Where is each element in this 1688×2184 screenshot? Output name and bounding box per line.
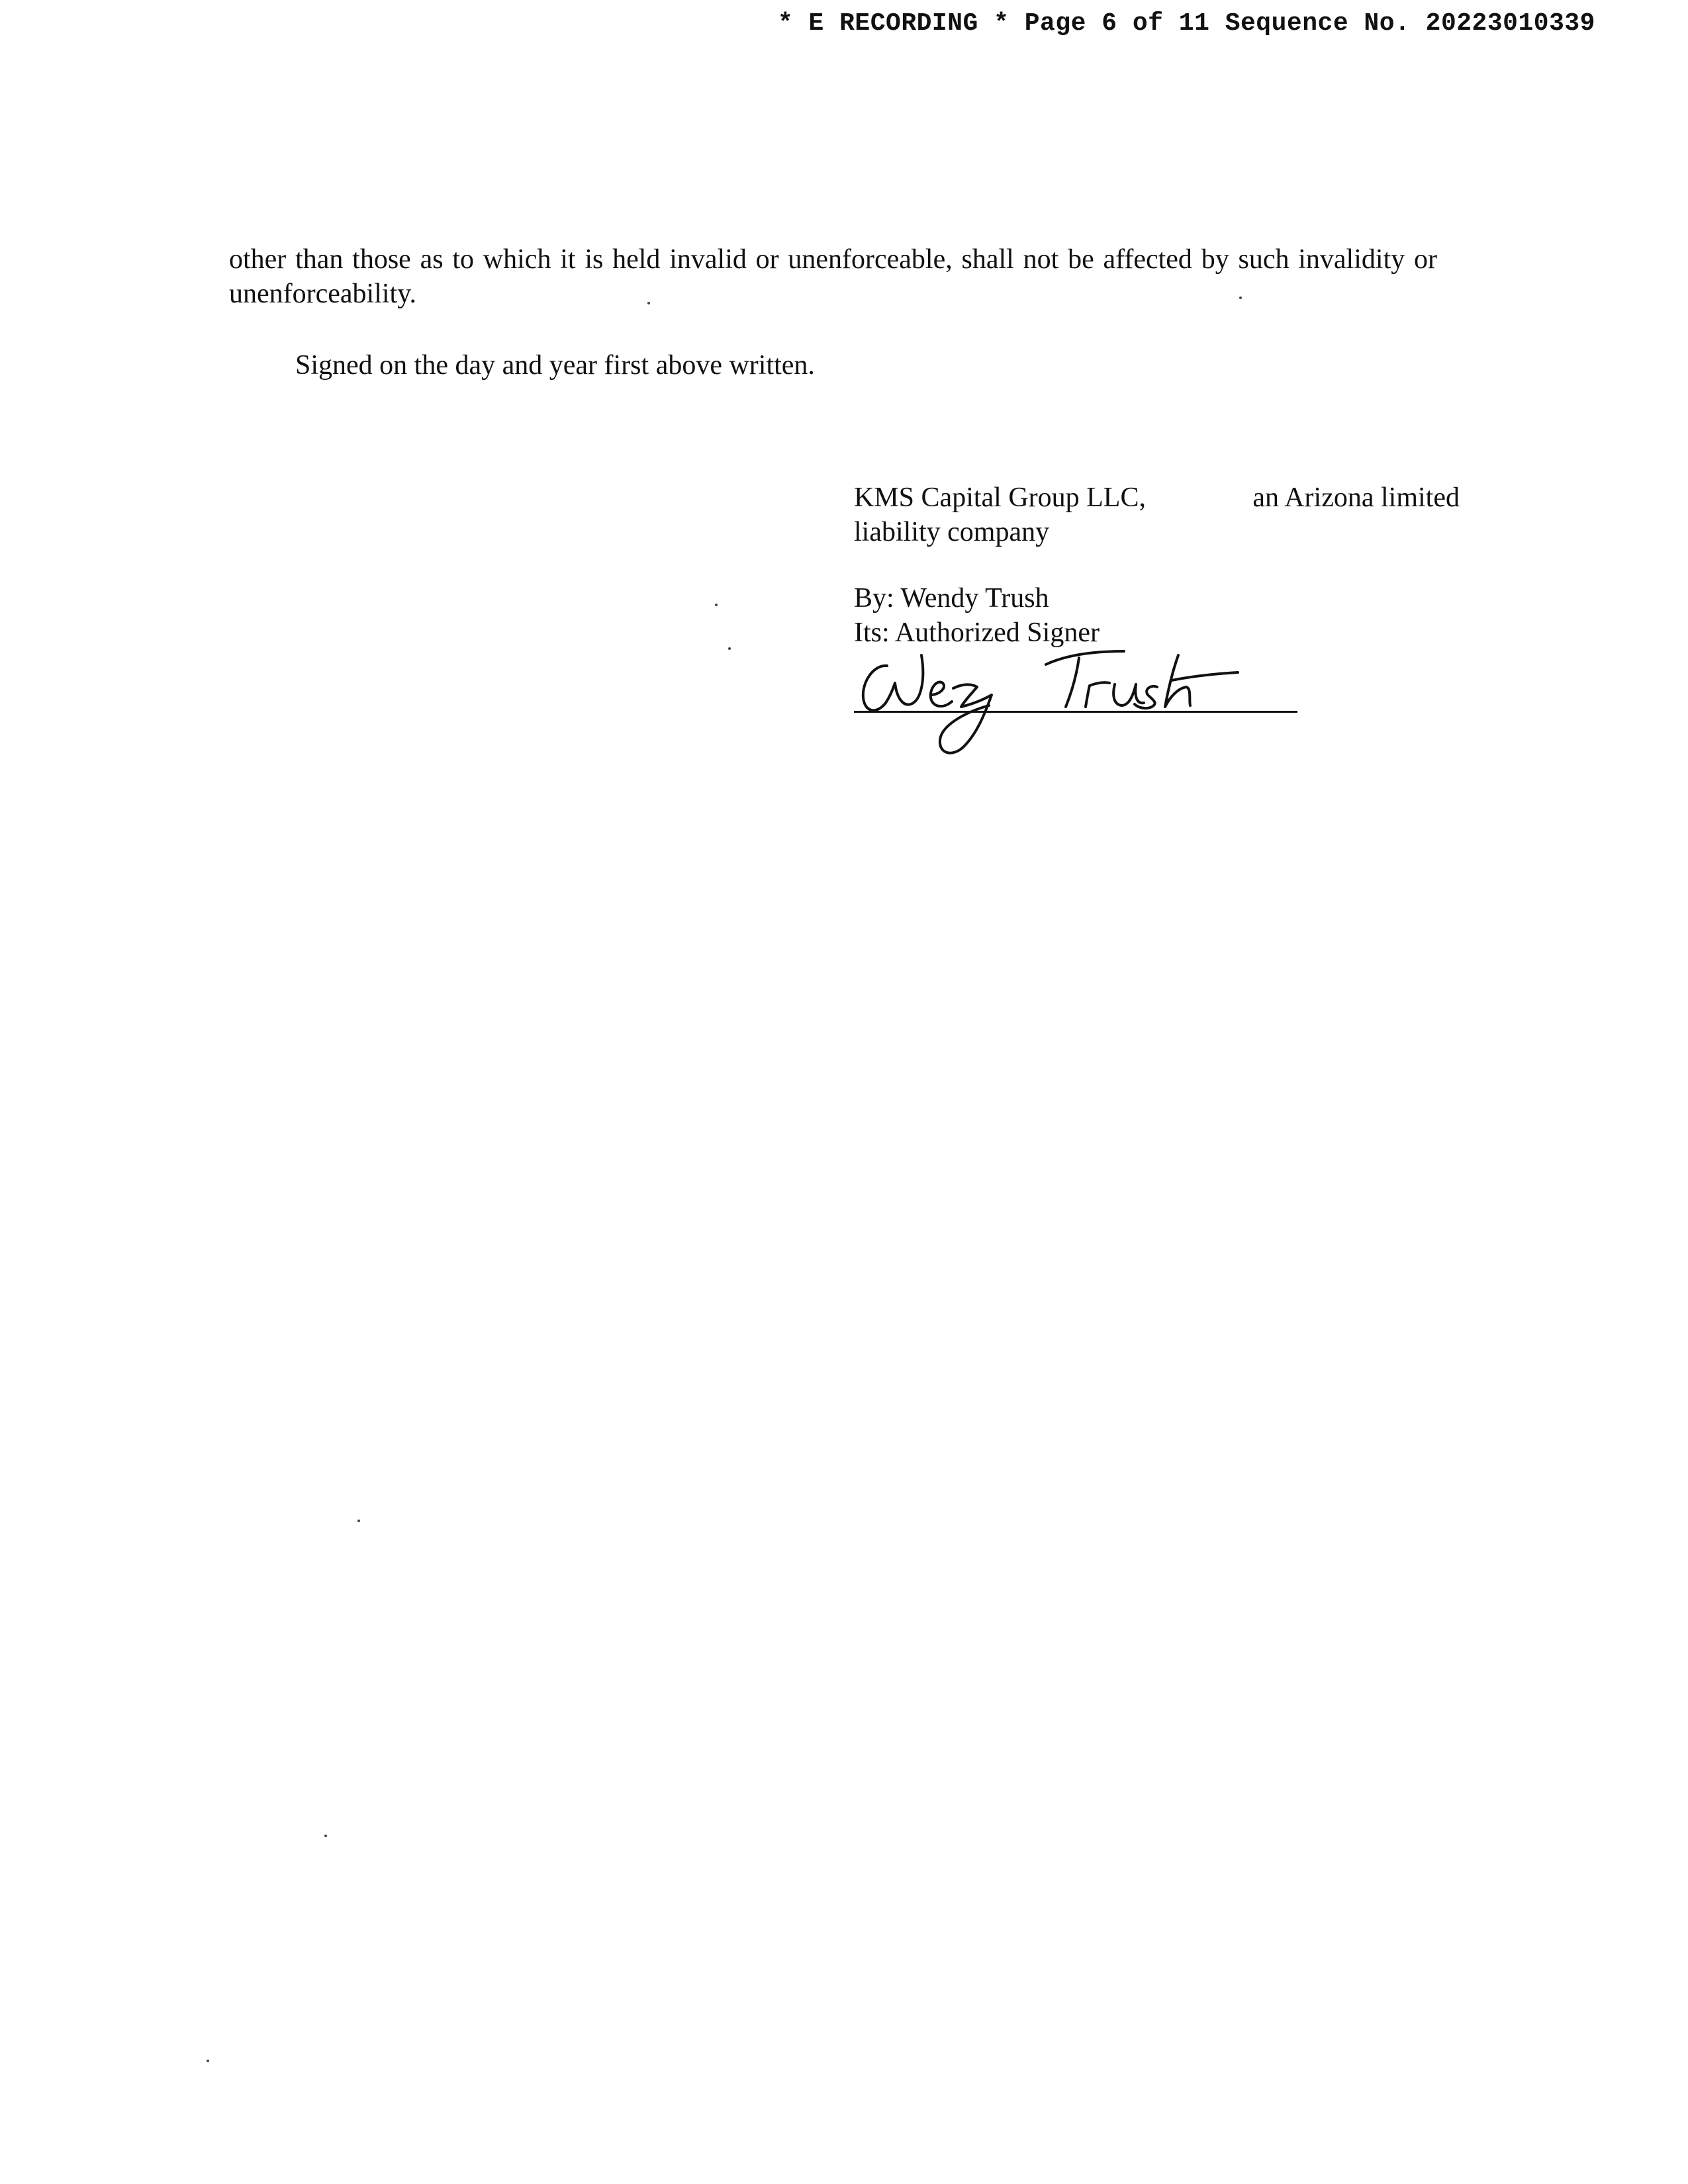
scan-speck <box>728 647 731 650</box>
scan-speck <box>1239 296 1242 299</box>
signer-title: Its: Authorized Signer <box>854 617 1100 648</box>
company-type: liability company <box>854 517 1050 547</box>
handwritten-signature <box>847 641 1304 760</box>
scan-speck <box>715 604 718 606</box>
scan-speck <box>647 302 650 304</box>
company-line <box>854 480 1460 515</box>
signature-scribble <box>847 641 1304 760</box>
scan-speck <box>357 1520 360 1522</box>
company-suffix: an Arizona limited <box>1252 482 1460 513</box>
signed-statement: Signed on the day and year first above written. <box>295 350 815 381</box>
scan-speck <box>324 1835 327 1837</box>
company-name: KMS Capital Group LLC, <box>854 482 1146 513</box>
recording-stamp: * E RECORDING * Page 6 of 11 Sequence No. 20223010339 <box>777 9 1595 38</box>
continuation-paragraph: other than those as to which it is held invalid or unenforceable, shall not be affected by such invalidity or unenforceability. <box>229 244 1437 309</box>
signature-block <box>854 480 1460 650</box>
signature-line <box>854 711 1297 713</box>
scan-speck <box>207 2060 209 2062</box>
signer-name: By: Wendy Trush <box>854 583 1049 614</box>
